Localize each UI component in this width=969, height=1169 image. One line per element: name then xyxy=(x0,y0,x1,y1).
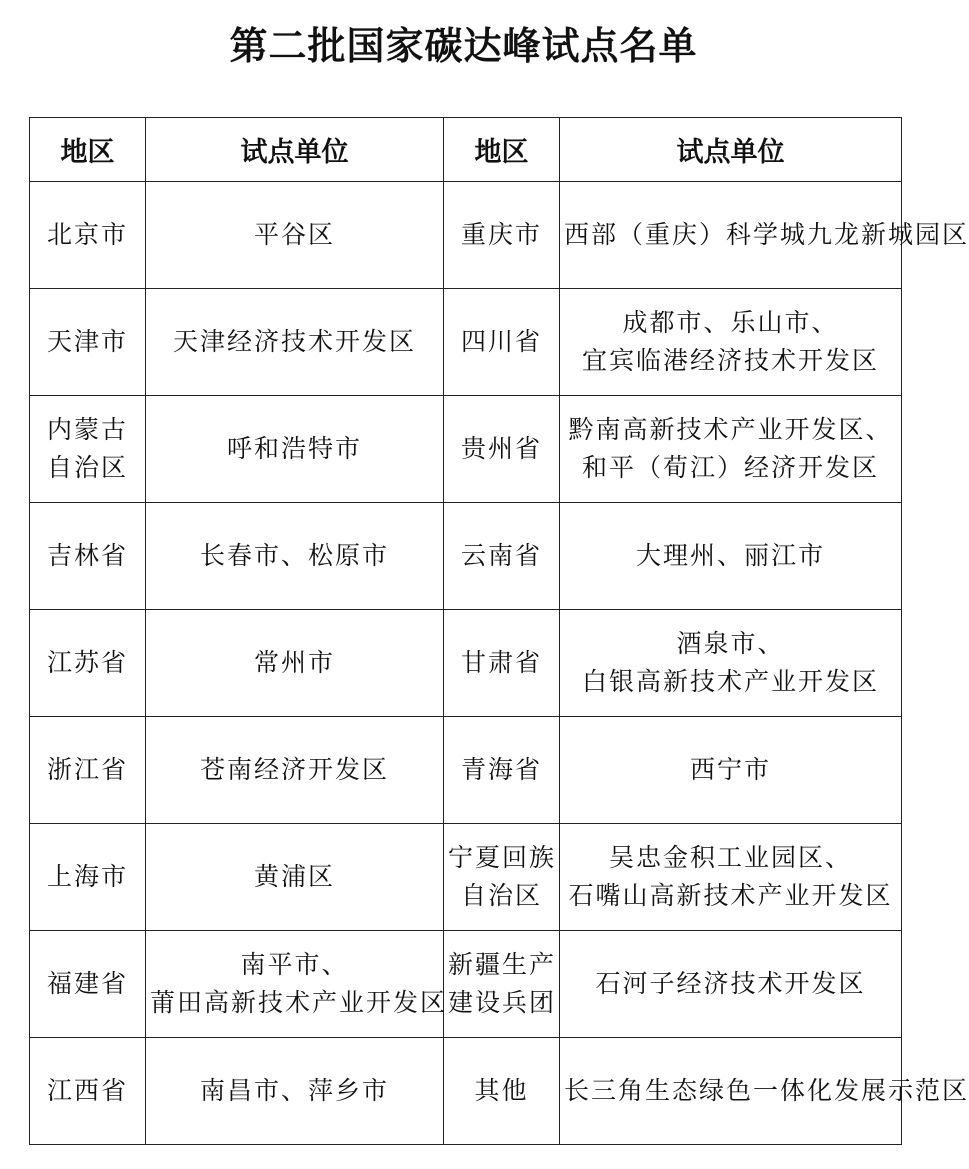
cell-text-line: 天津经济技术开发区 xyxy=(172,327,416,356)
region-cell xyxy=(444,717,560,824)
table-row xyxy=(30,824,902,931)
cell-text-line: 大理州、丽江市 xyxy=(635,541,825,570)
pilot-unit-cell xyxy=(560,182,969,289)
cell-text-line: 福建省 xyxy=(46,969,128,998)
cell-text-line: 南昌市、萍乡市 xyxy=(199,1076,389,1105)
cell-text-line: 苍南经济开发区 xyxy=(199,755,389,784)
table-row xyxy=(30,931,902,1038)
region-cell xyxy=(444,1038,560,1145)
pilot-unit-cell xyxy=(146,931,448,1038)
region-cell xyxy=(444,610,560,717)
cell-text-line: 云南省 xyxy=(460,541,542,570)
cell-text-line: 黔南高新技术产业开发区、 xyxy=(568,415,893,444)
header-unit-right: 试点单位 xyxy=(560,118,902,182)
region-cell xyxy=(444,182,560,289)
cell-text-line: 南平市、 xyxy=(240,950,349,979)
table-row xyxy=(30,289,902,396)
cell-text-line: 吴忠金积工业园区、 xyxy=(608,843,852,872)
cell-text-line: 吉林省 xyxy=(46,541,128,570)
region-cell xyxy=(30,1038,146,1145)
cell-text-line: 长三角生态绿色一体化发展示范区 xyxy=(564,1076,969,1105)
table-row xyxy=(30,1038,902,1145)
cell-text-line: 甘肃省 xyxy=(460,648,542,677)
pilot-unit-cell xyxy=(146,503,444,610)
pilot-unit-cell xyxy=(146,182,444,289)
table-row xyxy=(30,717,902,824)
pilot-unit-cell xyxy=(146,824,444,931)
cell-text-line: 石河子经济技术开发区 xyxy=(595,969,866,998)
region-cell xyxy=(444,289,560,396)
cell-text-line: 和平（荀江）经济开发区 xyxy=(581,453,879,482)
cell-text-line: 长春市、松原市 xyxy=(199,541,389,570)
cell-text-line: 浙江省 xyxy=(46,755,128,784)
region-cell xyxy=(30,610,146,717)
region-cell xyxy=(30,717,146,824)
table-header-row xyxy=(30,118,902,182)
cell-text-line: 宁夏回族 xyxy=(448,843,557,872)
header-region-left: 地区 xyxy=(30,118,146,182)
cell-text-line: 江西省 xyxy=(46,1076,128,1105)
region-cell xyxy=(30,396,146,503)
cell-text-line: 黄浦区 xyxy=(253,862,335,891)
cell-text-line: 建设兵团 xyxy=(448,988,557,1017)
table-row xyxy=(30,610,902,717)
cell-text-line: 青海省 xyxy=(460,755,542,784)
pilot-unit-cell xyxy=(560,1038,969,1145)
pilot-list-table xyxy=(29,117,969,1145)
pilot-unit-cell xyxy=(560,503,902,610)
cell-text-line: 成都市、乐山市、 xyxy=(622,308,839,337)
cell-text-line: 贵州省 xyxy=(460,434,542,463)
cell-text-line: 白银高新技术产业开发区 xyxy=(581,667,879,696)
cell-text-line: 重庆市 xyxy=(460,220,542,249)
pilot-unit-cell xyxy=(146,610,444,717)
header-unit-left: 试点单位 xyxy=(146,118,444,182)
cell-text-line: 新疆生产 xyxy=(448,950,557,979)
cell-text-line: 石嘴山高新技术产业开发区 xyxy=(568,881,893,910)
pilot-unit-cell xyxy=(560,610,902,717)
region-cell xyxy=(444,396,560,503)
cell-text-line: 内蒙古 xyxy=(46,415,128,444)
region-cell xyxy=(30,182,146,289)
cell-text-line: 自治区 xyxy=(460,881,542,910)
region-cell xyxy=(30,503,146,610)
cell-text-line: 四川省 xyxy=(460,327,542,356)
region-cell xyxy=(444,503,560,610)
cell-text-line: 上海市 xyxy=(46,862,128,891)
pilot-unit-cell xyxy=(146,396,444,503)
table-row xyxy=(30,503,902,610)
cell-text-line: 呼和浩特市 xyxy=(226,434,362,463)
page-title: 第二批国家碳达峰试点名单 xyxy=(229,23,698,68)
cell-text-line: 其他 xyxy=(474,1076,529,1105)
cell-text-line: 西宁市 xyxy=(689,755,771,784)
pilot-unit-cell xyxy=(146,717,444,824)
cell-text-line: 酒泉市、 xyxy=(676,629,785,658)
cell-text-line: 常州市 xyxy=(253,648,335,677)
pilot-unit-cell xyxy=(560,396,902,503)
table-row xyxy=(30,396,902,503)
region-cell xyxy=(444,824,560,931)
cell-text-line: 莆田高新技术产业开发区 xyxy=(150,988,448,1017)
cell-text-line: 北京市 xyxy=(46,220,128,249)
cell-text-line: 西部（重庆）科学城九龙新城园区 xyxy=(564,220,969,249)
cell-text-line: 宜宾临港经济技术开发区 xyxy=(581,346,879,375)
pilot-unit-cell xyxy=(560,289,902,396)
cell-text-line: 平谷区 xyxy=(253,220,335,249)
region-cell xyxy=(30,824,146,931)
table-row xyxy=(30,182,902,289)
table-body xyxy=(30,182,969,1145)
region-cell xyxy=(30,931,146,1038)
region-cell xyxy=(444,931,560,1038)
pilot-unit-cell xyxy=(560,824,902,931)
cell-text-line: 江苏省 xyxy=(46,648,128,677)
pilot-unit-cell xyxy=(146,289,444,396)
cell-text-line: 天津市 xyxy=(46,327,128,356)
header-region-right: 地区 xyxy=(444,118,560,182)
pilot-unit-cell xyxy=(560,931,902,1038)
region-cell xyxy=(30,289,146,396)
pilot-unit-cell xyxy=(560,717,902,824)
pilot-unit-cell xyxy=(146,1038,444,1145)
cell-text-line: 自治区 xyxy=(46,453,128,482)
